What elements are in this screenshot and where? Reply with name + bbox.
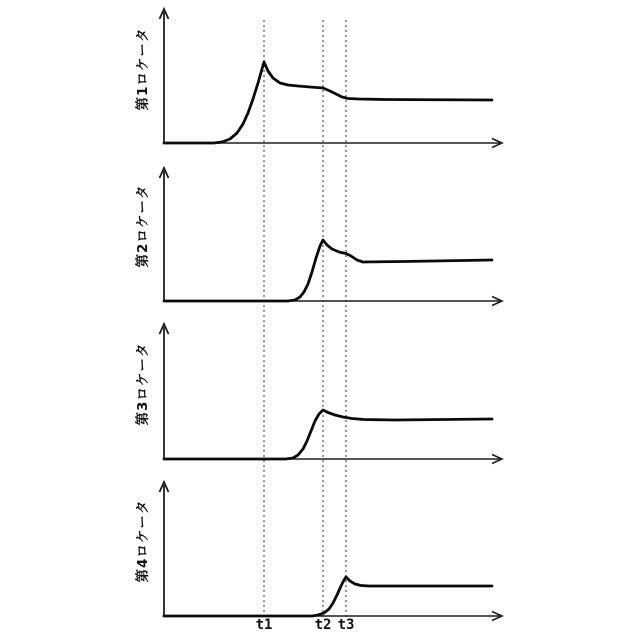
ylabel-panel-2: 第2ロケータ [135, 184, 151, 268]
ylabel-panel-3: 第3ロケータ [135, 342, 151, 426]
time-label-t1: t1 [255, 617, 273, 633]
curve-panel-1 [164, 62, 492, 143]
curve-panel-4 [164, 577, 492, 616]
time-label-t3: t3 [337, 617, 355, 633]
curve-panel-3 [164, 410, 492, 459]
ylabel-panel-1: 第1ロケータ [135, 27, 151, 111]
time-label-t2: t2 [314, 617, 332, 633]
curve-panel-2 [164, 240, 492, 301]
ylabel-panel-4: 第4ロケータ [135, 499, 151, 583]
